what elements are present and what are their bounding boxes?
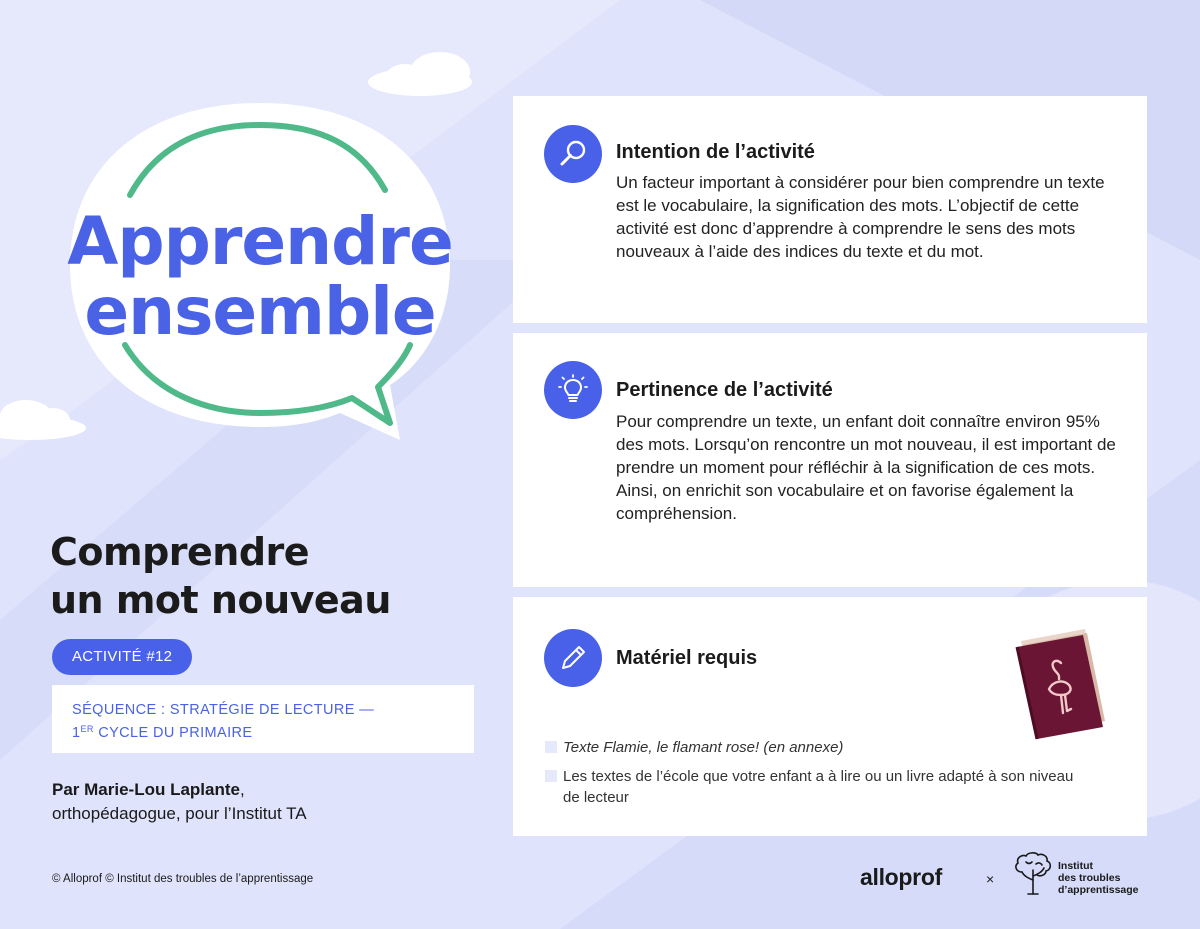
- checkbox[interactable]: [545, 741, 557, 753]
- pertinence-body: Pour comprendre un texte, un enfant doit connaître environ 95% des mots. Lorsqu’on rencontre un mot nouveau, il est important de prendre un moment pour réfléchir à la signification de ces mots. Ainsi, on enrichit son vocabulaire et on favorise également la compréhension.: [616, 412, 1116, 523]
- tree-brain-icon: [1012, 850, 1054, 896]
- book-icon: [1013, 627, 1113, 742]
- times-symbol: ×: [986, 871, 995, 887]
- materiel-title: Matériel requis: [616, 647, 758, 669]
- ita-logo-text: Institut des troubles d’apprentissage: [1058, 860, 1139, 896]
- intention-body: Un facteur important à considérer pour bien comprendre un texte est le vocabulaire, la signification des mots. L’objectif de cette activité est donc d’apprendre à comprendre le sens des mots nouveaux à l’aide des indices du texte et du mot.: [616, 173, 1105, 261]
- materiel-card: Matériel requis Texte Flamie, le flamant rose! (en annexe) Les textes de l’école que votre enfant a à lire ou un livre adapté à son niveau de lecteur: [513, 597, 1147, 836]
- apprendre-ensemble-logo: [60, 95, 460, 465]
- pencil-icon: [544, 629, 602, 687]
- pertinence-card: [513, 333, 1147, 587]
- magnifier-icon: [544, 125, 602, 183]
- page-title: [50, 528, 391, 624]
- checkbox[interactable]: [545, 770, 557, 782]
- author-role: orthopédagogue, pour l’Institut TA: [52, 804, 307, 823]
- author-name: Par Marie-Lou Laplante: [52, 780, 240, 799]
- intention-card: [513, 96, 1147, 323]
- copyright: © Alloprof © Institut des troubles de l’apprentissage: [52, 873, 314, 885]
- logo-text-line2: ensemble: [84, 273, 436, 350]
- logo-text-line1: Apprendre: [67, 203, 453, 280]
- sequence-line1: SÉQUENCE : STRATÉGIE DE LECTURE —: [72, 702, 375, 718]
- sequence-line2: 1ER CYCLE DU PRIMAIRE: [72, 724, 253, 741]
- page-title-line1: Comprendre: [50, 530, 310, 574]
- sequence-box: [52, 685, 474, 753]
- lightbulb-icon: [544, 361, 602, 419]
- author: Par Marie-Lou Laplante, orthopédagogue, pour l’Institut TA: [52, 778, 307, 826]
- activity-badge: ACTIVITÉ #12: [52, 639, 192, 675]
- pertinence-title: Pertinence de l’activité: [616, 379, 833, 401]
- intention-title: Intention de l’activité: [616, 141, 815, 163]
- footer-logos: [860, 850, 1160, 900]
- page-title-line2: un mot nouveau: [50, 578, 391, 622]
- alloprof-logo: alloprof: [860, 864, 942, 890]
